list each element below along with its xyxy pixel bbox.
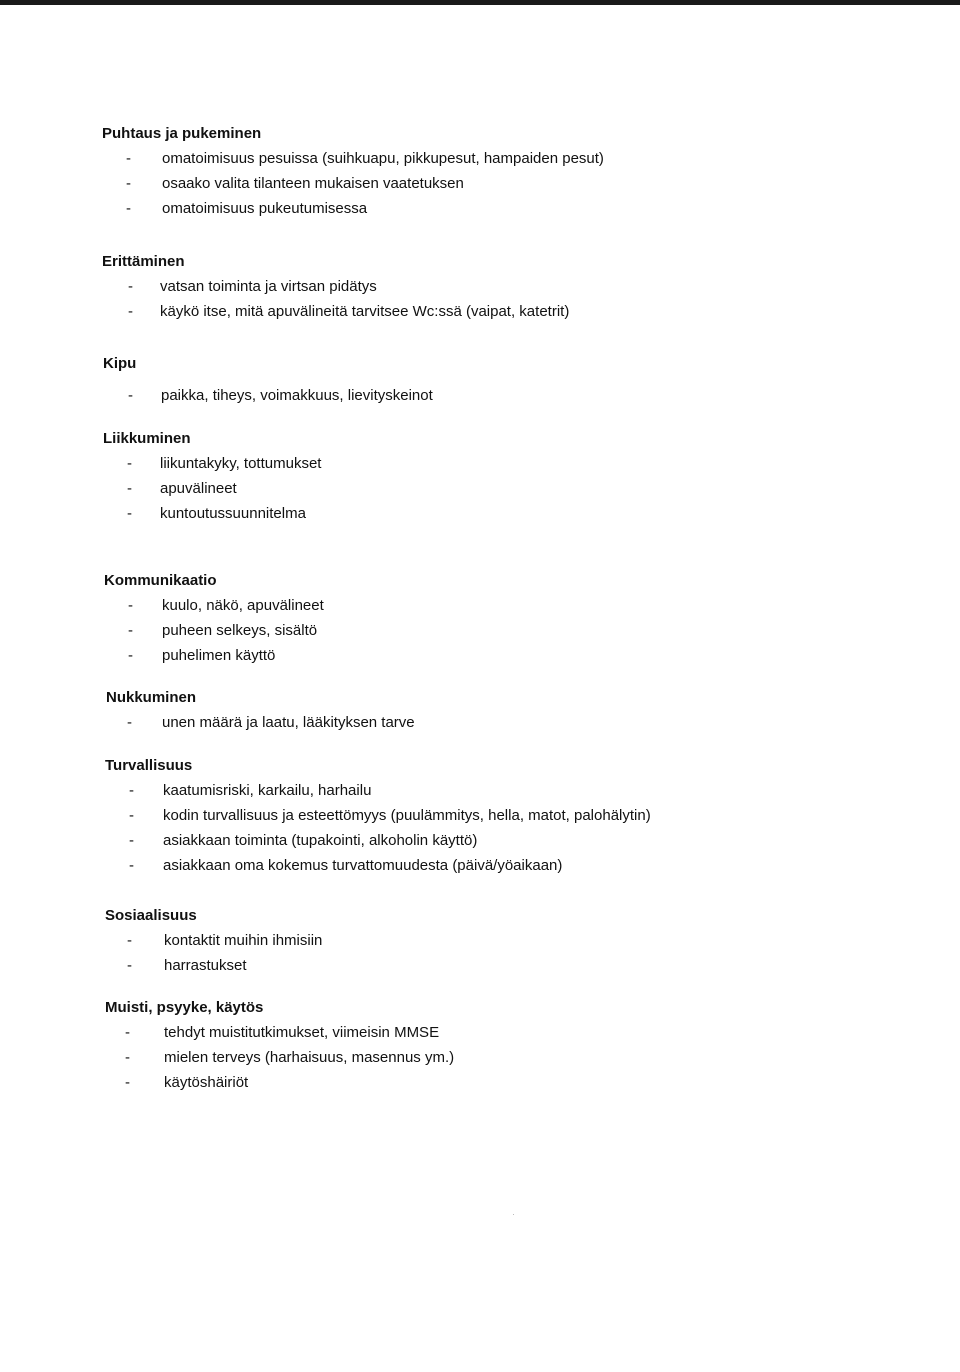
bullet-dash: - bbox=[127, 455, 132, 472]
bullet-dash: - bbox=[126, 200, 131, 217]
bullet-dash: - bbox=[129, 832, 134, 849]
list-item bbox=[105, 832, 478, 850]
list-item-text: käykö itse, mitä apuvälineitä tarvitsee Wc:ssä (vaipat, katetrit) bbox=[160, 303, 570, 320]
bullet-dash: - bbox=[127, 714, 132, 731]
section-puhtaus-ja-pukeminen bbox=[102, 125, 604, 218]
list-item-text: liikuntakyky, tottumukset bbox=[160, 455, 322, 472]
list-item-text: kontaktit muihin ihmisiin bbox=[164, 932, 323, 949]
section-heading: Muisti, psyyke, käytös bbox=[105, 999, 264, 1016]
bullet-dash: - bbox=[127, 480, 132, 497]
list-item-text: kaatumisriski, karkailu, harhailu bbox=[163, 782, 372, 799]
list-item-text: asiakkaan toiminta (tupakointi, alkoholin käyttö) bbox=[163, 832, 478, 849]
bullet-dash: - bbox=[128, 597, 133, 614]
section-heading: Nukkuminen bbox=[106, 689, 197, 706]
section-heading: Kipu bbox=[103, 355, 137, 372]
list-item-text: omatoimisuus pukeutumisessa bbox=[162, 200, 368, 217]
bullet-dash: - bbox=[128, 387, 133, 404]
section-heading: Turvallisuus bbox=[105, 757, 193, 774]
page-top-border bbox=[0, 0, 960, 5]
list-item bbox=[105, 807, 651, 825]
list-item-text: puhelimen käyttö bbox=[162, 647, 276, 664]
list-item-text: tehdyt muistitutkimukset, viimeisin MMSE bbox=[164, 1024, 440, 1041]
list-item-text: kuulo, näkö, apuvälineet bbox=[162, 597, 324, 614]
list-item bbox=[104, 622, 318, 640]
list-item-text: asiakkaan oma kokemus turvattomuudesta (päivä/yöaikaan) bbox=[163, 857, 563, 874]
list-item-text: mielen terveys (harhaisuus, masennus ym.) bbox=[164, 1049, 455, 1066]
section-sosiaalisuus bbox=[105, 907, 323, 975]
list-item bbox=[105, 857, 563, 875]
bullet-dash: - bbox=[128, 278, 133, 295]
list-item-text: käytöshäiriöt bbox=[164, 1074, 249, 1091]
list-item-text: kodin turvallisuus ja esteettömyys (puulämmitys, hella, matot, palohälytin) bbox=[163, 807, 651, 824]
list-item bbox=[106, 714, 415, 732]
list-item-text: apuvälineet bbox=[160, 480, 237, 497]
bullet-dash: - bbox=[125, 1074, 130, 1091]
section-kommunikaatio bbox=[104, 572, 324, 665]
list-item-text: vatsan toiminta ja virtsan pidätys bbox=[160, 278, 377, 295]
list-item bbox=[105, 782, 372, 800]
bullet-dash: - bbox=[129, 782, 134, 799]
bullet-dash: - bbox=[126, 150, 131, 167]
list-item bbox=[103, 480, 237, 498]
bullet-dash: - bbox=[129, 807, 134, 824]
bullet-dash: - bbox=[126, 175, 131, 192]
list-item-text: osaako valita tilanteen mukaisen vaatetuksen bbox=[162, 175, 464, 192]
list-item bbox=[105, 957, 247, 975]
bullet-dash: - bbox=[127, 957, 132, 974]
section-turvallisuus bbox=[105, 757, 651, 875]
list-item bbox=[102, 303, 570, 321]
list-item-text: harrastukset bbox=[164, 957, 247, 974]
scan-speck bbox=[513, 1214, 514, 1215]
bullet-dash: - bbox=[128, 303, 133, 320]
list-item bbox=[102, 175, 464, 193]
section-erittaminen bbox=[102, 253, 570, 321]
list-item bbox=[102, 278, 377, 296]
section-heading: Puhtaus ja pukeminen bbox=[102, 125, 262, 142]
list-item-text: puheen selkeys, sisältö bbox=[162, 622, 318, 639]
section-heading: Erittäminen bbox=[102, 253, 185, 270]
list-item bbox=[102, 200, 368, 218]
list-item-text: unen määrä ja laatu, lääkityksen tarve bbox=[162, 714, 415, 731]
list-item-text: omatoimisuus pesuissa (suihkuapu, pikkupesut, hampaiden pesut) bbox=[162, 150, 604, 167]
section-heading: Sosiaalisuus bbox=[105, 907, 197, 924]
list-item bbox=[104, 647, 276, 665]
list-item bbox=[104, 597, 324, 615]
section-nukkuminen bbox=[106, 689, 415, 732]
list-item bbox=[102, 150, 604, 168]
bullet-dash: - bbox=[127, 932, 132, 949]
section-heading: Liikkuminen bbox=[103, 430, 191, 447]
section-liikkuminen bbox=[103, 430, 322, 523]
bullet-dash: - bbox=[125, 1024, 130, 1041]
bullet-dash: - bbox=[128, 647, 133, 664]
section-heading: Kommunikaatio bbox=[104, 572, 217, 589]
list-item bbox=[103, 455, 322, 473]
section-kipu bbox=[103, 355, 433, 405]
bullet-dash: - bbox=[127, 505, 132, 522]
bullet-dash: - bbox=[125, 1049, 130, 1066]
list-item bbox=[103, 505, 306, 523]
list-item bbox=[105, 932, 323, 950]
bullet-dash: - bbox=[128, 622, 133, 639]
list-item bbox=[105, 1074, 263, 1092]
list-item-text: paikka, tiheys, voimakkuus, lievityskeinot bbox=[161, 387, 433, 404]
section-muisti-psyyke-kaytos bbox=[105, 999, 455, 1092]
list-item-text: kuntoutussuunnitelma bbox=[160, 505, 306, 522]
bullet-dash: - bbox=[129, 857, 134, 874]
list-item bbox=[105, 1024, 440, 1042]
list-item bbox=[105, 1049, 455, 1067]
list-item bbox=[103, 387, 433, 405]
